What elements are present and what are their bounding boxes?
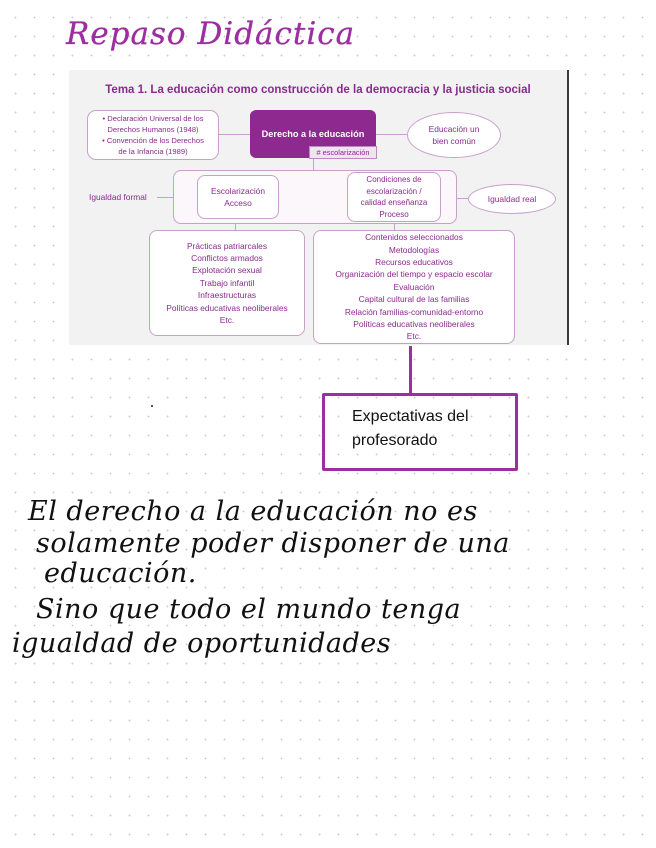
common-good-line: bien común <box>432 136 476 146</box>
note-line: Expectativas del <box>352 408 469 425</box>
process-line: calidad enseñanza <box>360 198 428 207</box>
page-title: Repaso Didáctica <box>66 16 356 52</box>
declaration-line: Derechos Humanos (1948) <box>107 125 199 134</box>
list-item: Etc. <box>406 331 422 342</box>
connector-line <box>157 197 173 198</box>
connector-line <box>376 134 407 135</box>
process-line: Proceso <box>379 209 409 219</box>
list-item: Recursos educativos <box>375 256 453 267</box>
connector-line <box>313 159 314 170</box>
core-concept-label: Derecho a la educación <box>261 129 365 139</box>
list-item: Prácticas patriarcales <box>186 240 268 251</box>
list-item: Contenidos seleccionados <box>365 232 463 243</box>
access-box <box>197 175 279 219</box>
access-line: Acceso <box>224 198 252 208</box>
list-item: Políticas educativas neoliberales <box>353 319 475 330</box>
handwritten-line: El derecho a la educación no es <box>28 496 478 527</box>
declarations-box <box>87 110 219 160</box>
real-equality-ellipse <box>468 184 556 214</box>
list-item: Evaluación <box>393 281 435 292</box>
formal-equality-label: Igualdad formal <box>89 192 147 202</box>
common-good-line: Educación un <box>428 124 480 134</box>
ink-dot <box>151 405 153 407</box>
list-item: Capital cultural de las familias <box>358 294 470 305</box>
list-item: Trabajo infantil <box>199 277 255 288</box>
handwritten-line: Sino que todo el mundo tenga <box>36 594 462 625</box>
real-equality-label: Igualdad real <box>487 194 537 204</box>
list-item: Explotación sexual <box>192 265 262 276</box>
declaration-line: • Convención de los Derechos <box>102 136 204 145</box>
handwritten-line: educación. <box>44 558 197 589</box>
connector-line <box>219 134 250 135</box>
connector-line <box>457 198 468 199</box>
process-box <box>347 172 441 222</box>
handwritten-line: igualdad de oportunidades <box>12 628 392 659</box>
slide-title: Tema 1. La educación como construcción de la democracia y la justicia social <box>105 84 531 96</box>
core-tag: # escolarización <box>309 146 377 159</box>
process-line: Condiciones de <box>366 175 422 184</box>
access-line: Escolarización <box>211 186 265 196</box>
list-item: Metodologías <box>388 244 440 255</box>
common-good-ellipse <box>407 112 501 158</box>
handwritten-line: solamente poder disponer de una <box>36 528 510 559</box>
list-item: Etc. <box>219 315 235 326</box>
process-line: escolarización / <box>366 186 422 196</box>
list-item: Políticas educativas neoliberales <box>166 302 288 313</box>
process-factors-list-box <box>313 230 515 344</box>
list-item: Organización del tiempo y espacio escolar <box>335 269 493 280</box>
declaration-line: de la Infancia (1989) <box>118 147 188 156</box>
list-item: Infraestructuras <box>197 290 257 301</box>
list-item: Relación familias-comunidad-entorno <box>344 306 484 317</box>
pen-connector-line <box>409 346 412 394</box>
barriers-list-box <box>149 230 305 336</box>
list-item: Conflictos armados <box>191 252 263 263</box>
declaration-line: • Declaración Universal de los <box>102 114 204 123</box>
concept-map-slide <box>69 70 569 345</box>
note-box <box>322 393 518 471</box>
note-line: profesorado <box>352 432 438 449</box>
